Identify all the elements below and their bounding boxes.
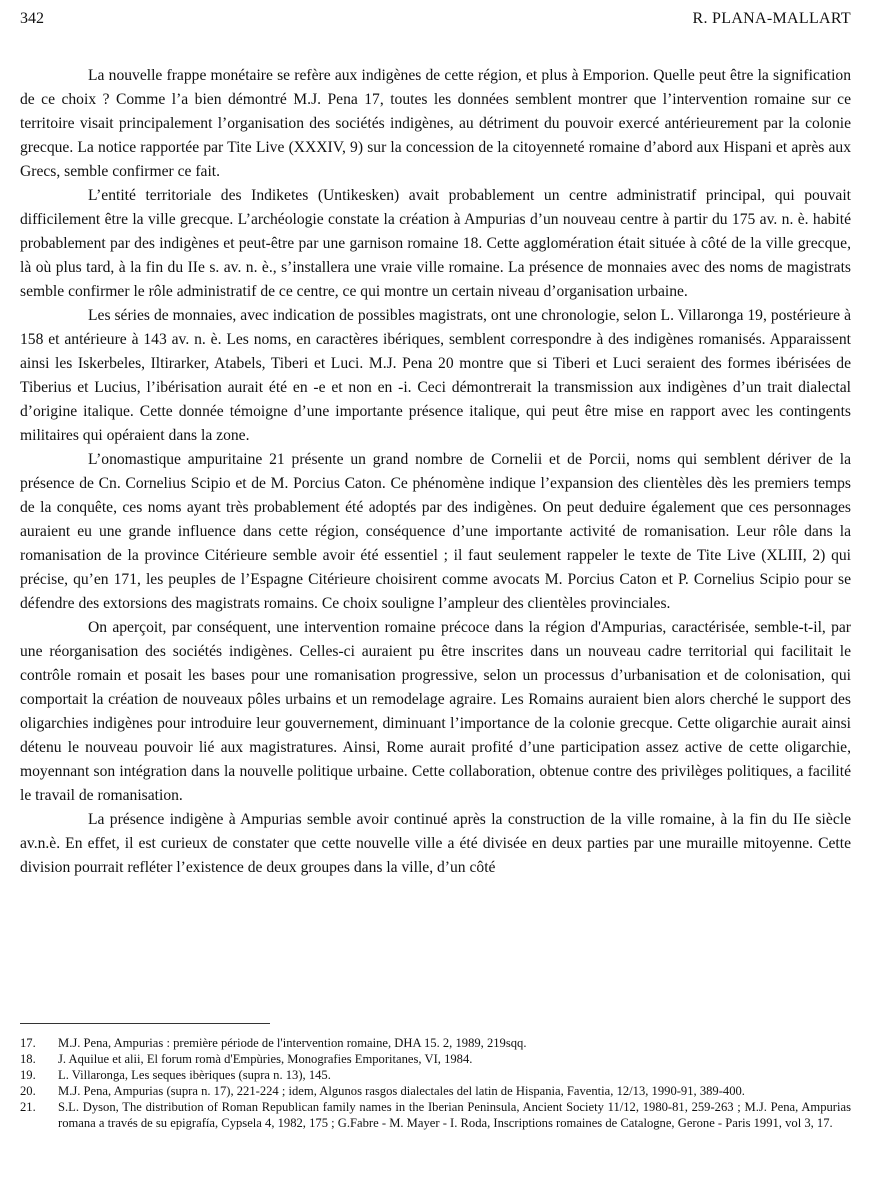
paragraph: Les séries de monnaies, avec indication de possibles magistrats, ont une chronologie, selon L. Villaronga 19, postérieure à 158 et antérieure à 143 av. n. è. Les noms, en caractères ibériques, semblent correspondre à des indigènes romanisés. Apparaissent ainsi les Iskerbeles, Iltirarker, Atabels, Tiberi et Luci. M.J. Pena 20 montre que si Tiberi et Luci seraient des formes ibérisées de Tiberius et Lucius, l’ibérisation aurait été en -e et non en -i. Ceci démontrerait la transmission aux indigènes d’un trait dialectal d’origine italique. Cette donnée témoigne d’une importante présence italique, qui peut être mise en rapport avec les contingents militaires qui opéraient dans la zone. [20,307,851,444]
footnote-text: M.J. Pena, Ampurias : première période de l'intervention romaine, DHA 15. 2, 1989, 219sqq. [58,1036,527,1050]
footnote [20,1083,851,1099]
paragraph: L’entité territoriale des Indiketes (Untikesken) avait probablement un centre administratif principal, qui pouvait difficilement être la ville grecque. L’archéologie constate la création à Ampurias d’un nouveau centre à partir du 175 av. n. è. habité probablement par des indigènes et peut-être par une garnison romaine 18. Cette agglomération était située à côté de la ville grecque, là où plus tard, à la fin du IIe s. av. n. è., s’installera une vraie ville romaine. La présence de monnaies avec des noms de magistrats semble confirmer le rôle administratif de ce centre, ce qui montre un certain niveau d’organisation urbaine. [20,187,851,300]
page-number: 342 [20,10,44,27]
footnote-rule [20,1023,270,1024]
footnote-text: M.J. Pena, Ampurias (supra n. 17), 221-224 ; idem, Algunos rasgos dialectales del latin de Hispania, Faventia, 12/13, 1990-91, 389-400. [58,1084,745,1098]
footnote-number: 18. [20,1052,36,1066]
footnote [20,1099,851,1131]
footnote-text: J. Aquilue et alii, El forum romà d'Empùries, Monografies Emporitanes, VI, 1984. [58,1052,473,1066]
footnote [20,1035,851,1051]
paragraph: La présence indigène à Ampurias semble avoir continué après la construction de la ville romaine, à la fin du IIe siècle av.n.è. En effet, il est curieux de constater que cette nouvelle ville a été divisée en deux parties par une muraille mitoyenne. Cette division pourrait refléter l’existence de deux groupes dans la ville, d’un côté [20,811,851,876]
running-head: R. PLANA-MALLART [692,10,851,27]
paragraph: On aperçoit, par conséquent, une intervention romaine précoce dans la région d'Ampurias, caractérisée, semble-t-il, par une réorganisation des sociétés indigènes. Celles-ci auraient pu être inscrites dans un nouveau cadre territorial qui facilitait le contrôle romain et posait les bases pour une romanisation progressive, selon un processus d’urbanisation et de colonisation, qui comportait la création de nouveaux pôles urbains et un remodelage agraire. Les Romains auraient bien alors cherché le support des oligarchies indigènes pour introduire leur gouvernement, diminuant l’importance de la colonie grecque. Cette oligarchie aurait ainsi détenu le nouveau pouvoir lié aux magistratures. Ainsi, Rome aurait profité d’une participation assez active de cette oligarchie, moyennant son intégration dans la nouvelle politique urbaine. Cette collaboration, obtenue contre des privilèges politiques, a facilité le travail de romanisation. [20,619,851,804]
body-text [20,64,851,880]
footnote-text: S.L. Dyson, The distribution of Roman Republican family names in the Iberian Peninsula, Ancient Society 11/12, 1980-81, 259-263 ; M.J. Pena, Ampurias romana a través de su epigrafía, Cypsela 4, 1982, 175 ; G.Fabre - M. Mayer - I. Roda, Inscriptions romaines de Catalogne, Gerone - Paris 1991, vol 3, 17. [58,1100,851,1130]
paragraph: La nouvelle frappe monétaire se refère aux indigènes de cette région, et plus à Emporion. Quelle peut être la signification de ce choix ? Comme l’a bien démontré M.J. Pena 17, toutes les données semblent montrer que l’intervention romaine sur ce territoire visait principalement l’organisation des sociétés indigènes, au détriment du pouvoir exercé antérieurement par la colonie grecque. La notice rapportée par Tite Live (XXXIV, 9) sur la concession de la citoyenneté romaine d’abord aux Hispani et après aux Grecs, semble confirmer ce fait. [20,67,851,180]
page-header [20,10,851,32]
footnote-text: L. Villaronga, Les seques ibèriques (supra n. 13), 145. [58,1068,331,1082]
footnote-number: 19. [20,1068,36,1082]
footnote-number: 17. [20,1036,36,1050]
footnote-number: 20. [20,1084,36,1098]
footnotes [20,1035,851,1131]
paragraph: L’onomastique ampuritaine 21 présente un grand nombre de Cornelii et de Porcii, noms qui semblent dériver de la présence de Cn. Cornelius Scipio et de M. Porcius Caton. Ce phénomène indique l’expansion des clientèles dès les premiers temps de la conquête, ces noms ayant très probablement été adoptés par des indigènes. On peut deduire également que ces personnages auraient eu une grande influence dans cette région, conséquence d’une importante activité de romanisation. Leur rôle dans la romanisation de la province Citérieure semble avoir été essentiel ; il faut seulement rappeler le texte de Tite Live (XLIII, 2) qui précise, qu’en 171, les peuples de l’Espagne Citérieure choisirent comme avocats M. Porcius Caton et P. Cornelius Scipio pour se défendre des extorsions des magistrats romains. Ce choix souligne l’ampleur des clientèles provinciales. [20,451,851,612]
footnote [20,1051,851,1067]
footnote [20,1067,851,1083]
footnote-number: 21. [20,1100,36,1114]
